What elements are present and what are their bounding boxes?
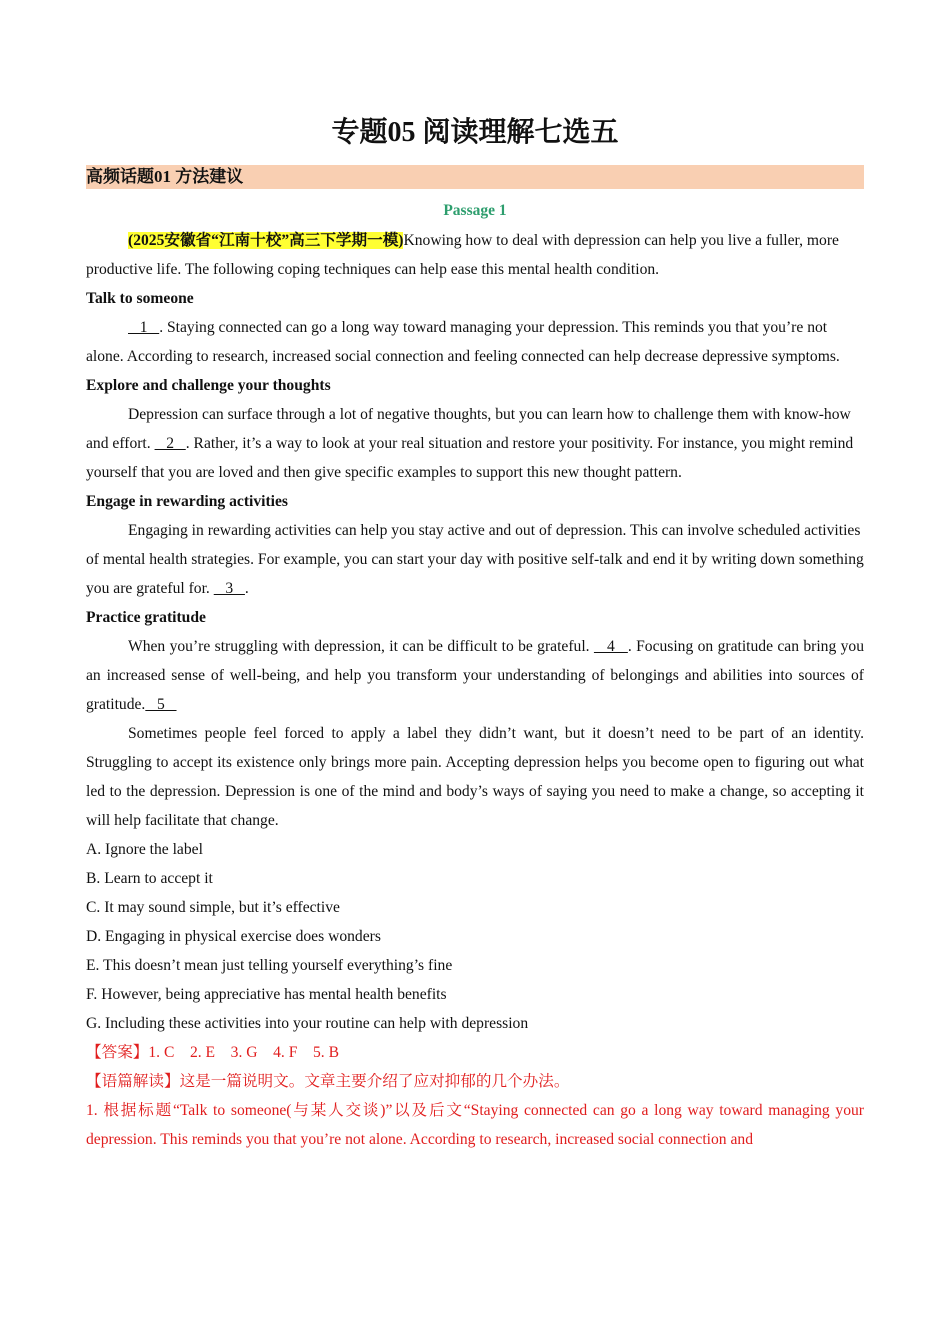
paragraph-4-text-a: When you’re struggling with depression, it can be difficult to be grateful. [128, 638, 594, 655]
blank-2: 2 [154, 435, 186, 452]
paragraph-2-text-b: . Rather, it’s a way to look at your real situation and restore your positivity. For instance, you might remind yourself that you are loved and then give specific examples to support this new thought pattern. [86, 435, 854, 481]
source-tag: (2025安徽省“江南十校”高三下学期一模) [128, 232, 404, 249]
option-b: B. Learn to accept it [86, 870, 213, 887]
blank-1: 1 [128, 319, 160, 336]
closing-paragraph: Sometimes people feel forced to apply a label they didn’t want, but it doesn’t need to be part of an identity. Struggling to accept its existence only brings more pain. Accepting depression helps you become open to figuring out what led to the depression. Depression is one of the mind and body’s ways of saying you need to make a change, so accepting it will help facilitate that change. [86, 725, 864, 829]
option-c: C. It may sound simple, but it’s effective [86, 899, 340, 916]
subheading-explore: Explore and challenge your thoughts [86, 377, 331, 394]
paragraph-3-text-a: Engaging in rewarding activities can help you stay active and out of depression. This can involve scheduled activities of mental health strategies. For example, you can start your day with positive self-talk and end it by writing down something you are grateful for. [86, 522, 864, 597]
option-f: F. However, being appreciative has mental health benefits [86, 986, 447, 1003]
paragraph-2-text-a: Depression can surface through a lot of negative thoughts, but you can learn how to challenge them with know-how and effort. [86, 406, 851, 452]
passage-label: Passage 1 [443, 202, 507, 219]
option-d: D. Engaging in physical exercise does wonders [86, 928, 381, 945]
blank-4: 4 [593, 638, 628, 655]
option-g: G. Including these activities into your routine can help with depression [86, 1015, 529, 1032]
intro-paragraph [86, 226, 864, 284]
paragraph-3-text-b: . [244, 580, 249, 597]
paragraph-1 [86, 313, 864, 371]
answer-key: 【答案】1. C 2. E 3. G 4. F 5. B [86, 1044, 339, 1061]
paragraph-4 [86, 632, 864, 719]
option-e: E. This doesn’t mean just telling yourself everything’s fine [86, 957, 453, 974]
option-a: A. Ignore the label [86, 841, 203, 858]
paragraph-4-text-b: . Focusing on gratitude can bring you an increased sense of well-being, and help you transform your understanding of belongings and abilities into sources of gratitude. [86, 638, 865, 713]
paragraph-2 [86, 400, 864, 487]
intro-text: Knowing how to deal with depression can help you live a fuller, more productive life. The following coping techniques can help ease this mental health condition. [86, 232, 839, 278]
paragraph-1-text: . Staying connected can go a long way toward managing your depression. This reminds you that you’re not alone. According to research, increased social connection and feeling connected can help decrease depressive symptoms. [86, 319, 840, 365]
subheading-talk: Talk to someone [86, 290, 194, 307]
passage-analysis: 【语篇解读】这是一篇说明文。文章主要介绍了应对抑郁的几个办法。 [86, 1073, 570, 1090]
paragraph-3 [86, 516, 864, 603]
section-heading: 高频话题01 方法建议 [86, 165, 864, 189]
blank-3: 3 [213, 580, 245, 597]
subheading-engage: Engage in rewarding activities [86, 493, 288, 510]
page-title: 专题05 阅读理解七选五 [331, 117, 619, 148]
explanation-1: 1. 根据标题“Talk to someone(与某人交谈)”以及后文“Staying connected can go a long way toward managing your depression. This reminds you that you’re not alone. According to research, increased social connection and [86, 1102, 864, 1148]
subheading-gratitude: Practice gratitude [86, 609, 206, 626]
passage-body [86, 226, 864, 1154]
blank-5: 5 [145, 696, 177, 713]
